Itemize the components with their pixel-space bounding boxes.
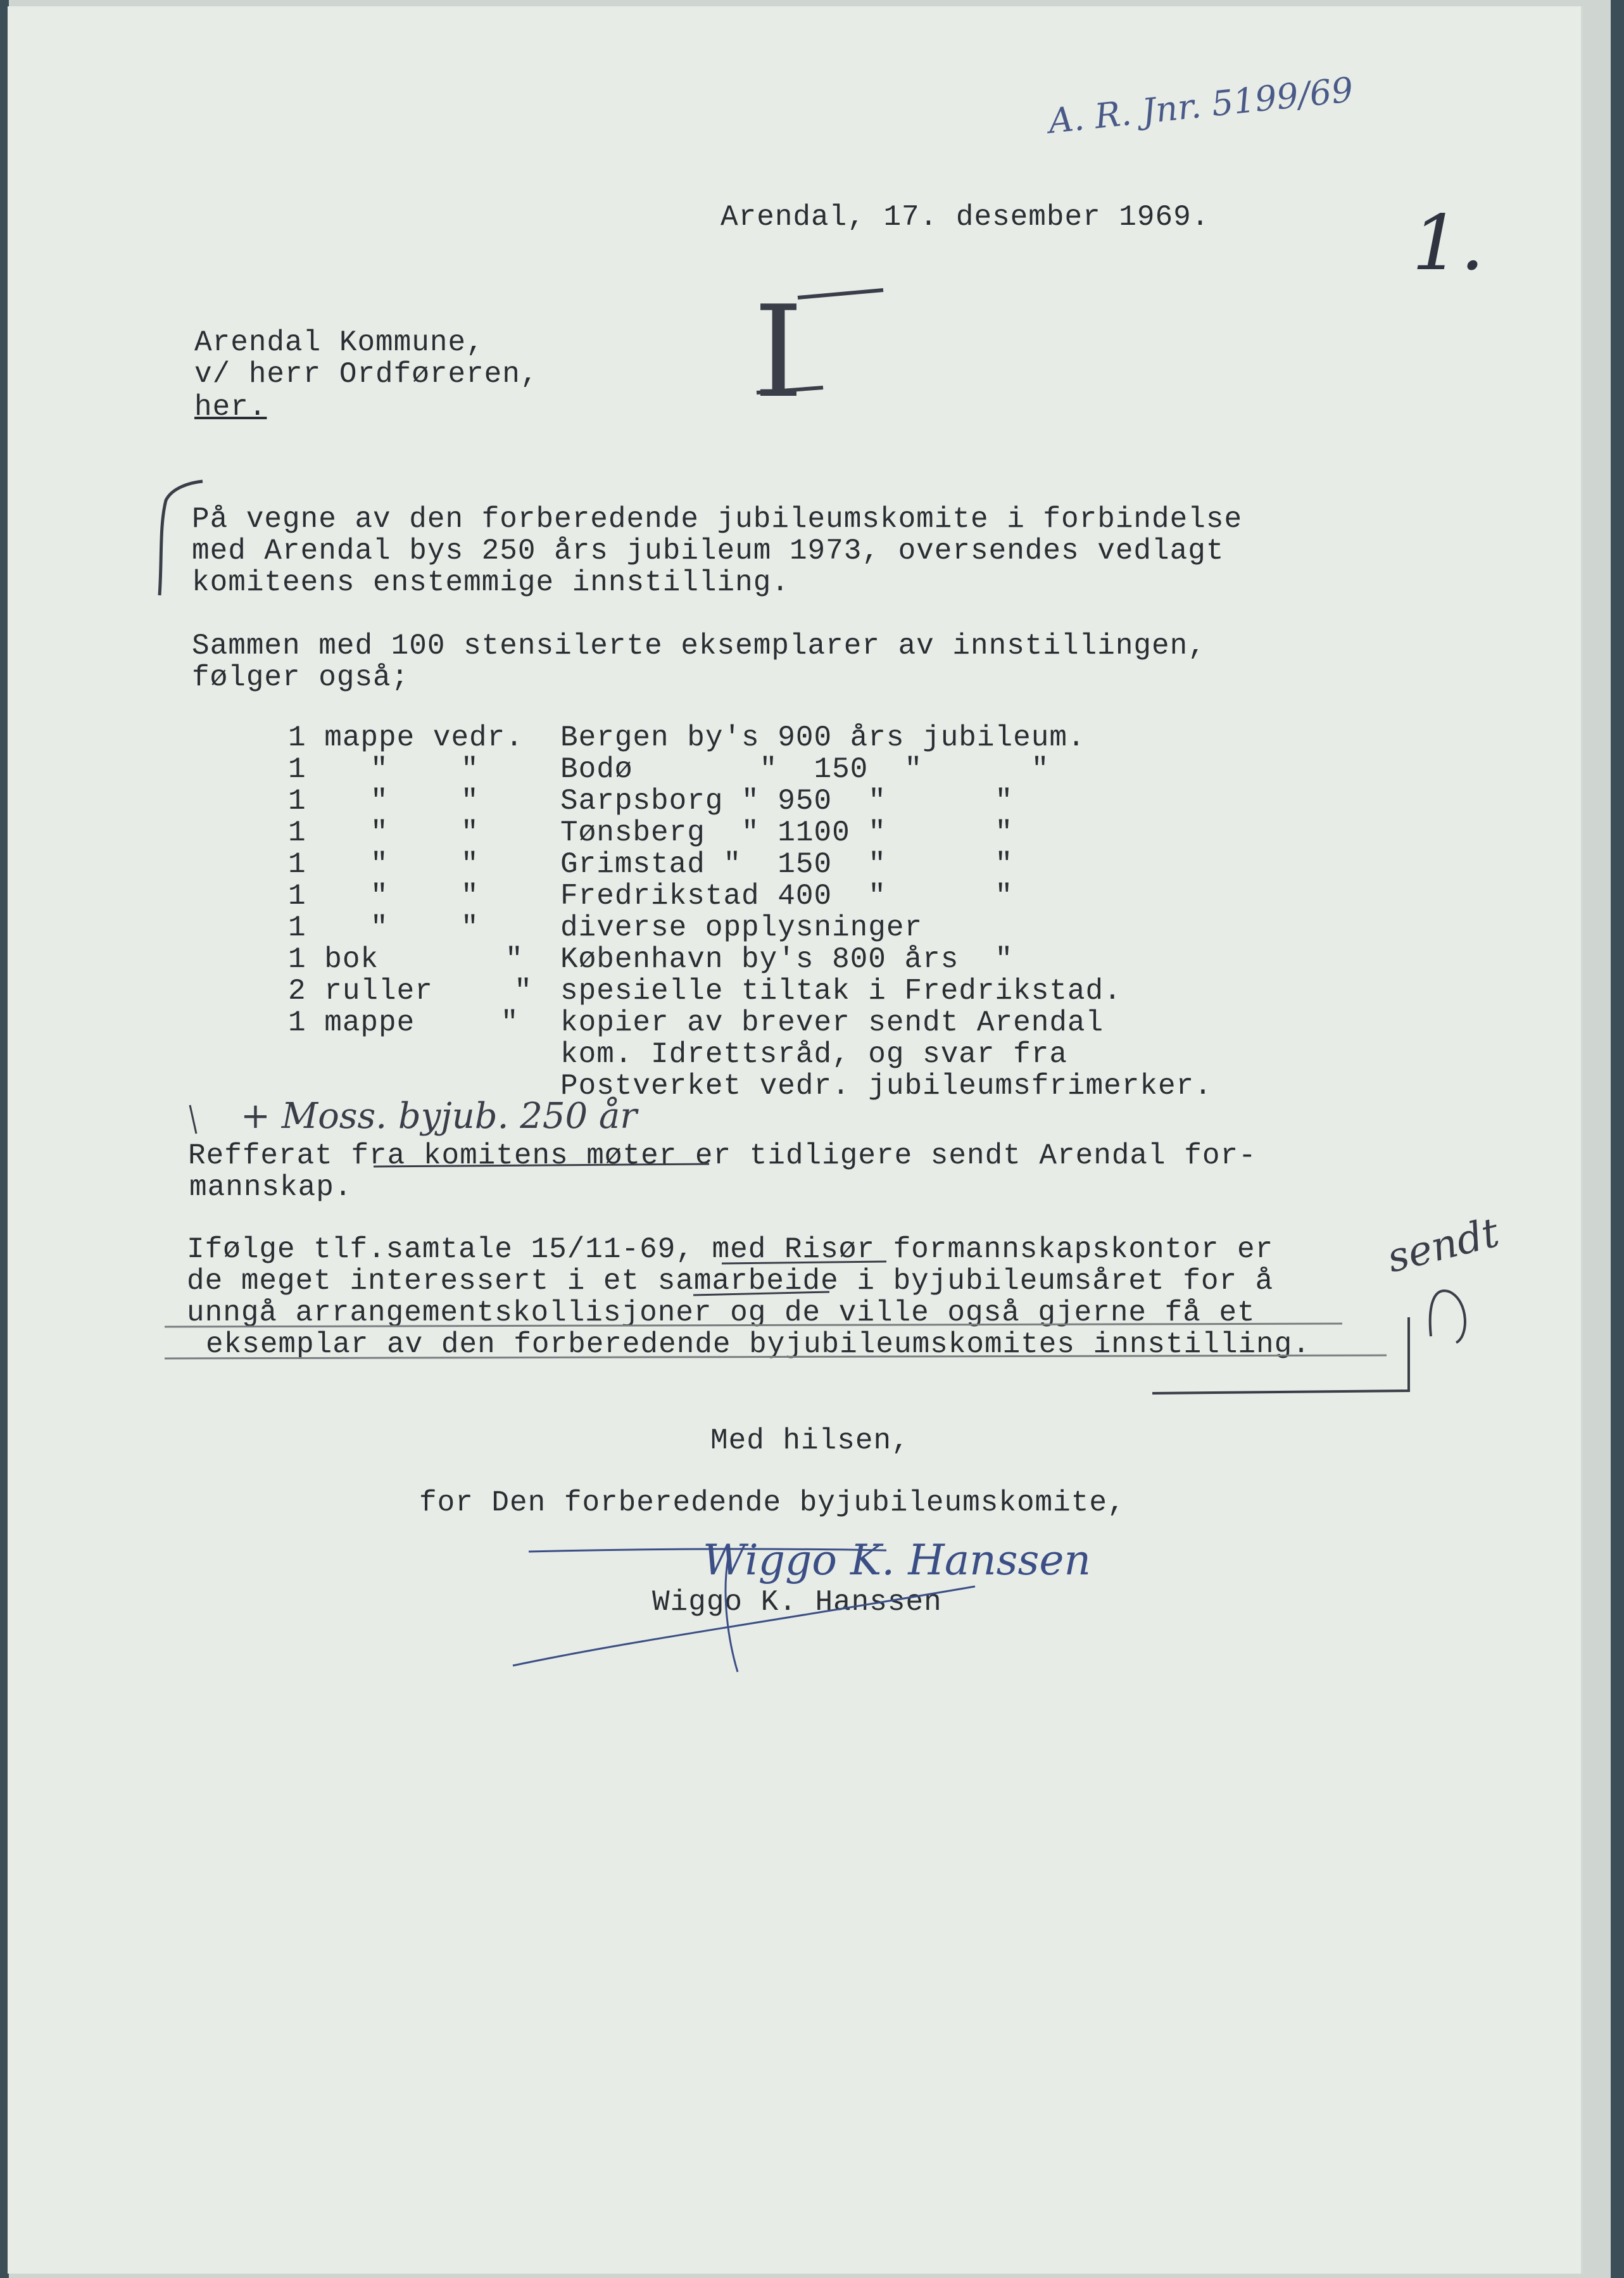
enclosure-ditto: " " <box>370 911 479 944</box>
enclosure-desc: Tønsberg " 1100 " " <box>560 816 1014 849</box>
underline-mark <box>374 1164 709 1167</box>
enclosure-ditto: " " <box>370 785 479 818</box>
enclosure-ditto: " <box>446 1006 519 1039</box>
enclosure-qty: 1 <box>288 911 306 944</box>
paragraph-1-line: På vegne av den forberedende jubileumskomite i forbindelse <box>192 503 1243 536</box>
handwritten-signature: Wiggo K. Hanssen <box>703 1536 1091 1585</box>
enclosure-qty: 2 ruller <box>288 975 433 1008</box>
paragraph-2-line: Sammen med 100 stensilerte eksemplarer av innstillingen, <box>192 630 1206 662</box>
paragraph-3-line: mannskap. <box>189 1171 353 1204</box>
roman-numeral-annotation: I <box>753 279 804 426</box>
paragraph-4-line: unngå arrangementskollisjoner og de ville også gjerne få et <box>187 1296 1256 1329</box>
roman-numeral-overline-mark <box>798 290 883 298</box>
pencil-underline-mark <box>165 1355 1387 1358</box>
enclosure-qty: 1 <box>288 848 306 881</box>
enclosure-desc: diverse opplysninger <box>560 911 923 944</box>
enclosure-ditto: " " <box>370 880 479 913</box>
enclosure-ditto: " <box>415 943 524 976</box>
journal-number-stamp: A. R. Jnr. 5199/69 <box>1047 69 1356 142</box>
paragraph-1-line: med Arendal bys 250 års jubileum 1973, oversendes vedlagt <box>192 535 1224 567</box>
signature-flourish-mark <box>529 1549 886 1552</box>
recipient-line-1: Arendal Kommune, <box>194 326 484 359</box>
enclosure-qty: 1 <box>288 880 306 913</box>
recipient-line-3: her. <box>194 391 267 424</box>
paragraph-3-line: Refferat fra komitens møter er tidligere sendt Arendal for- <box>188 1139 1257 1172</box>
enclosure-qty: 1 <box>288 753 306 786</box>
enclosure-desc: kopier av brever sendt Arendal <box>560 1006 1104 1039</box>
enclosure-qty: 1 <box>288 785 306 818</box>
enclosure-desc: København by's 800 års " <box>560 943 1014 976</box>
paragraph-2-line: følger også; <box>192 661 410 694</box>
enclosure-ditto: " <box>478 975 532 1008</box>
enclosure-ditto: " " <box>370 753 479 786</box>
enclosure-desc: Grimstad " 150 " " <box>560 848 1014 881</box>
underline-mark <box>693 1292 829 1295</box>
enclosure-desc: Fredrikstad 400 " " <box>560 880 1014 913</box>
signature-flourish-mark <box>513 1586 975 1666</box>
paragraph-4-line: eksemplar av den forberedende byjubileumskomites innstilling. <box>206 1328 1311 1361</box>
enclosure-qty: 1 <box>288 816 306 849</box>
margin-bracket-mark <box>160 481 203 595</box>
page-number-annotation: 1. <box>1412 199 1485 288</box>
enclosure-desc: Postverket vedr. jubileumsfrimerker. <box>560 1070 1212 1103</box>
signature-flourish-mark <box>726 1558 738 1672</box>
enclosure-desc: spesielle tiltak i Fredrikstad. <box>560 975 1122 1008</box>
enclosure-desc: Bergen by's 900 års jubileum. <box>560 721 1086 754</box>
moss-handwritten-note: + Moss. byjub. 250 år <box>241 1096 638 1137</box>
enclosure-desc: Bodø " 150 " " <box>560 753 1050 786</box>
paragraph-4-line: de meget interessert i et samarbeide i byjubileumsåret for å <box>187 1265 1274 1298</box>
enclosure-qty: 1 mappe vedr. <box>288 721 524 754</box>
underline-mark <box>722 1262 886 1263</box>
place-and-date: Arendal, 17. desember 1969. <box>721 201 1210 234</box>
paragraph-4-line: Ifølge tlf.samtale 15/11-69, med Risør formannskapskontor er <box>187 1233 1274 1266</box>
enclosure-ditto: " " <box>370 848 479 881</box>
on-behalf-line: for Den forberedende byjubileumskomite, <box>419 1486 1126 1519</box>
closing-greeting: Med hilsen, <box>710 1424 910 1457</box>
signatory-name: Wiggo K. Hanssen <box>652 1586 942 1619</box>
slash-mark <box>190 1105 196 1134</box>
pencil-underline-mark <box>165 1324 1342 1327</box>
recipient-line-2: v/ herr Ordføreren, <box>194 358 539 391</box>
enclosure-ditto: " " <box>370 816 479 849</box>
enclosure-desc: Sarpsborg " 950 " " <box>560 785 1014 818</box>
paragraph-1-line: komiteens enstemmige innstilling. <box>192 566 790 599</box>
handwritten-loop-mark <box>1430 1291 1465 1343</box>
roman-numeral-underline-mark <box>757 388 823 393</box>
enclosure-desc: kom. Idrettsråd, og svar fra <box>560 1038 1067 1071</box>
enclosure-qty: 1 mappe <box>288 1006 415 1039</box>
enclosure-qty: 1 bok <box>288 943 379 976</box>
sendt-handwritten-note: sendt <box>1382 1209 1504 1282</box>
